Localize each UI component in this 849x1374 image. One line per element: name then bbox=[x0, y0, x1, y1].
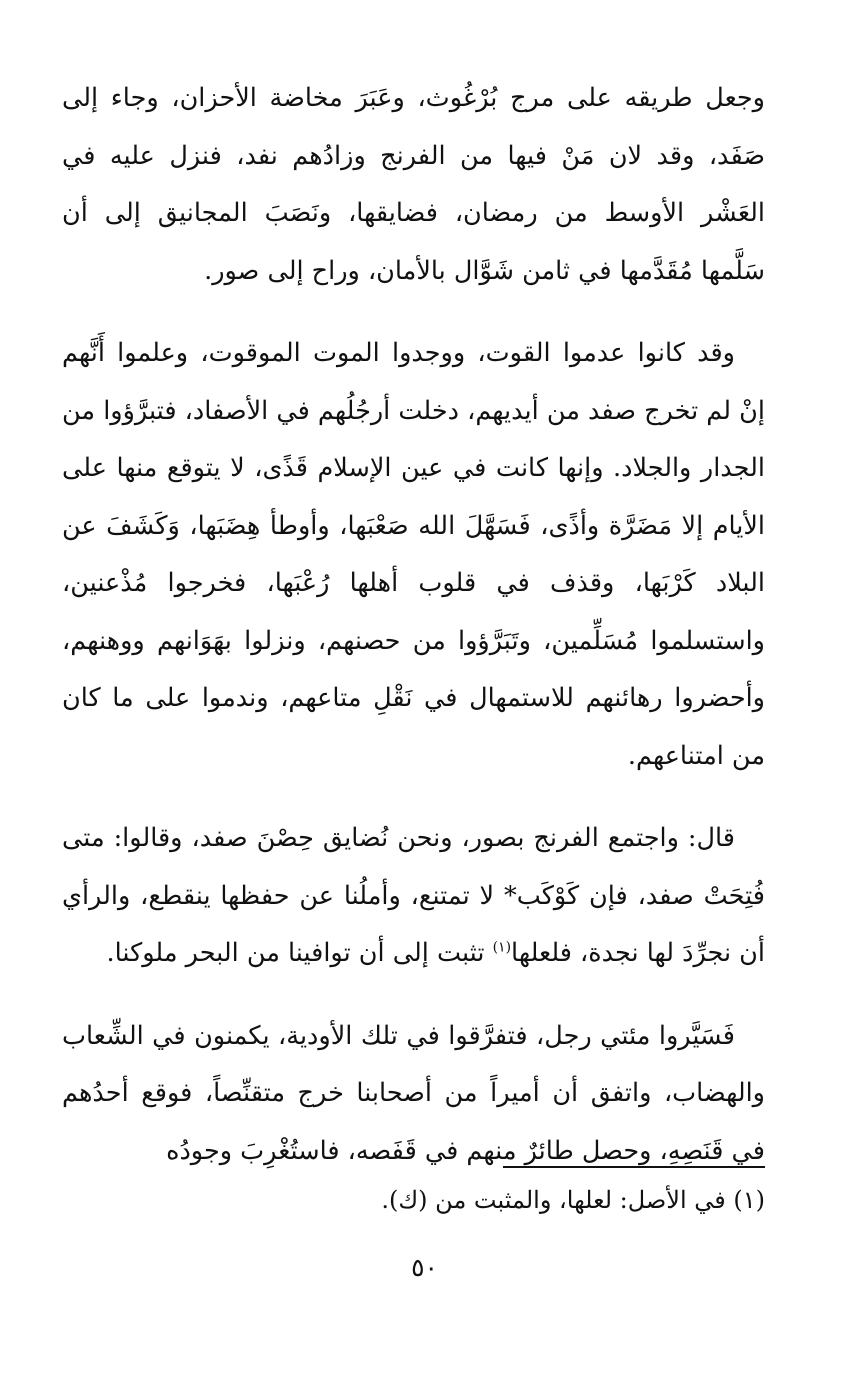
paragraph-3-tail: تثبت إلى أن توافينا من البحر ملوكنا. bbox=[106, 938, 493, 968]
paragraph-2: وقد كانوا عدموا القوت، ووجدوا الموت الموقوت، وعلموا أَنَّهم إنْ لم تخرج صفد من أيديهم، دخلت أرجُلُهم في الأصفاد، فتبرَّؤوا من الجدار والجلاد. وإنها كانت في عين الإسلام قَذًى، لا يتوقع منها على الأيام إلا مَضَرَّة وأذًى، فَسَهَّلَ الله صَعْبَها، وأوطأ هِضَبَها، وَكَشَفَ عن البلاد كَرْبَها، وقذف في قلوب أهلها رُعْبَها، فخرجوا مُذْعنين، واستسلموا مُسَلِّمين، وتَبَرَّؤوا من حصنهم، ونزلوا بهَوَانهم ووهنهم، وأحضروا رهائنهم للاستمهال في نَقْلِ متاعهم، وندموا على ما كان من امتناعهم. bbox=[62, 338, 766, 771]
page-number: ٥٠ bbox=[411, 1253, 438, 1282]
paragraph-3 bbox=[62, 810, 765, 983]
paragraph-1: وجعل طريقه على مرج بُرْغُوث، وعَبَرَ مخاضة الأحزان، وجاء إلى صَفَد، وقد لان مَنْ فيها من الفرنج وزادُهم نفد، فنزل عليه في العَشْر الأوسط من رمضان، فضايقها، ونَصَبَ المجانيق إلى أن سَلَّمها مُقَدَّمها في ثامن شَوَّال بالأمان، وراح إلى صور. bbox=[62, 83, 765, 286]
paragraph-4: فَسَيَّروا مئتي رجل، فتفرَّقوا في تلك الأودية، يكمنون في الشِّعاب والهضاب، واتفق أن أميراً من أصحابنا خرج متقنِّصاً، فوقع أحدُهم في قَنَصِهِ، وحصل طائرٌ منهم في قَفَصه، فاستُغْرِبَ وجودُه bbox=[62, 1020, 765, 1166]
page-body bbox=[62, 70, 765, 1205]
footnote-reference: (١) bbox=[492, 939, 512, 956]
footnote-divider bbox=[503, 1166, 765, 1168]
paragraph-3-text: قال: واجتمع الفرنج بصور، ونحن نُضايق حِصْنَ صفد، وقالوا: متى فُتِحَتْ صفد، فإن كَوْكَب* لا تمتنع، وأملُنا عن حفظها ينقطع، والرأي أن نجرِّدَ لها نجدة، فلعلها bbox=[62, 823, 765, 968]
footnote: (١) في الأصل: لعلها، والمثبت من (ك). bbox=[381, 1186, 765, 1214]
